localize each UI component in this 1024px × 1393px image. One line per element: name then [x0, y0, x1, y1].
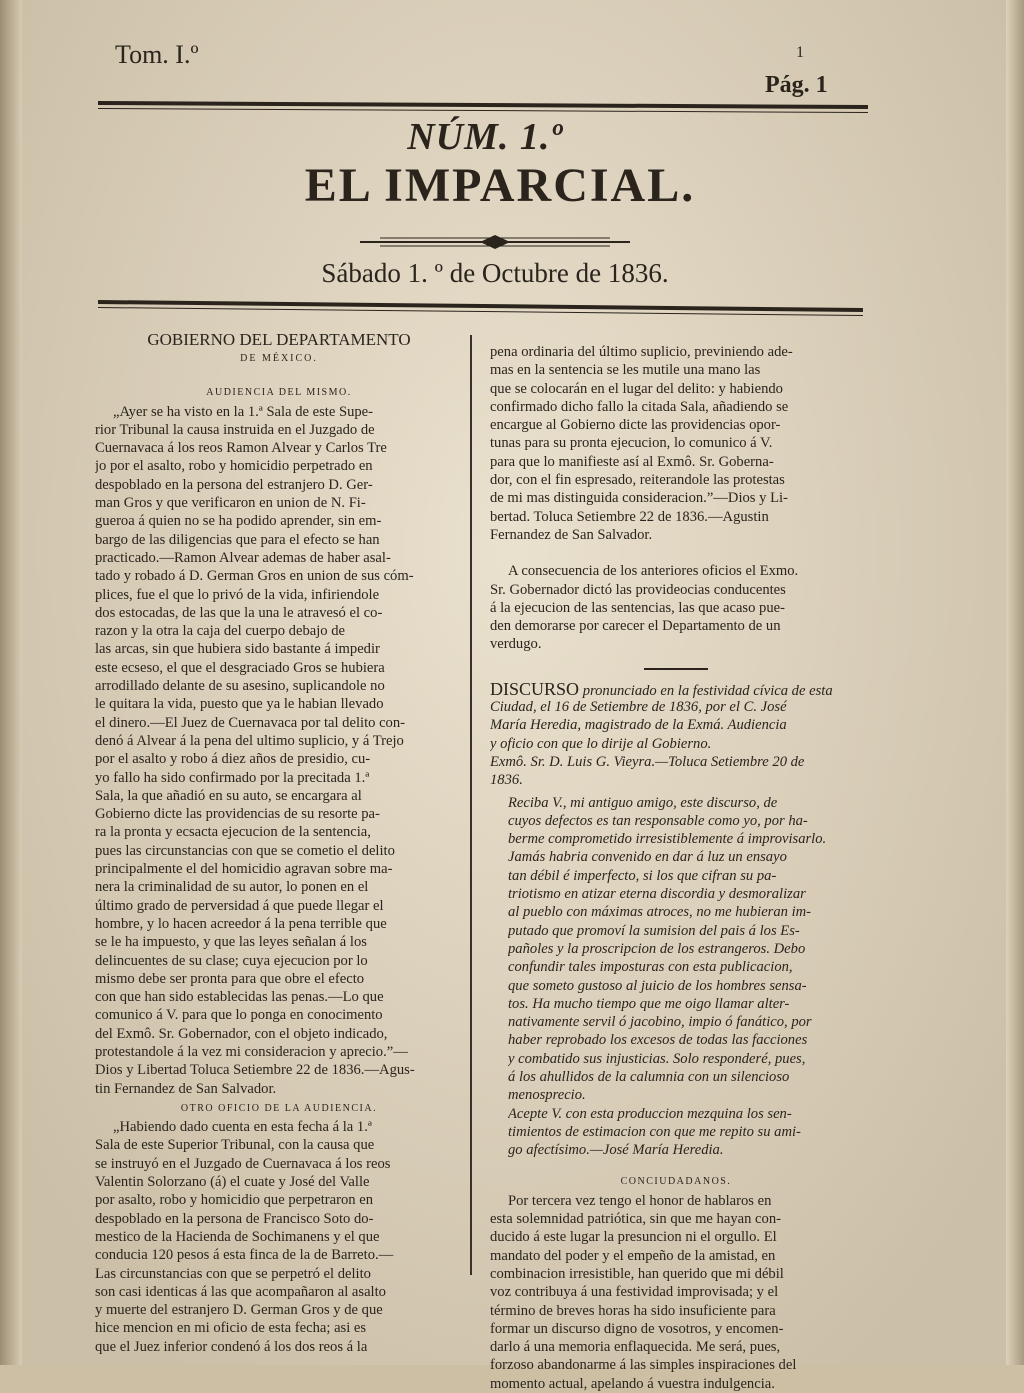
discurso-intro: [490, 698, 862, 789]
text-line: man Gros y que verificaron en union de N. Fi-: [95, 495, 366, 512]
text-line: jo por el asalto, robo y homicidio perpetrado en: [95, 458, 373, 475]
text-line: berme comprometido irresistiblemente á improvisarlo.: [508, 831, 827, 848]
text-line: tos. Ha mucho tiempo que me oigo llamar alter-: [508, 995, 790, 1012]
text-line: pues las circunstancias con que se cometio el delito: [95, 842, 395, 859]
text-line: á la ejecucion de las sentencias, las que acaso pue-: [490, 599, 785, 616]
text-line: Acepte V. con esta produccion mezquina los sen-: [508, 1105, 792, 1122]
text-line: despoblado en la persona del estranjero D. Ger-: [95, 476, 373, 493]
text-line: formar un discurso digno de vosotros, y encomen-: [490, 1320, 784, 1337]
text-line: tunas para su pronta ejecucion, lo comunico á V.: [490, 435, 773, 452]
text-line: bertad. Toluca Setiembre 22 de 1836.—Agustin: [490, 508, 769, 525]
right-column: [490, 343, 862, 1393]
text-line: go afectísimo.—José María Heredia.: [508, 1142, 724, 1159]
text-line: para que lo manifieste así al Exmô. Sr. Goberna-: [490, 453, 774, 470]
otro-oficio-title: OTRO OFICIO DE LA AUDIENCIA.: [180, 1102, 378, 1114]
text-line: arrodillado delante de su asesino, suplicandole no: [95, 678, 385, 695]
text-line: Por tercera vez tengo el honor de hablaros en: [508, 1192, 772, 1209]
text-line: el dinero.—El Juez de Cuernavaca por tal delito con-: [95, 714, 405, 731]
text-line: menosprecio.: [508, 1087, 586, 1104]
text-line: delincuentes de su clase; cuya ejecucion por lo: [95, 952, 368, 969]
text-line: por asalto, robo y homicidio que perpetraron en: [95, 1192, 374, 1209]
text-line: principalmente el del homicidio agravan sobre ma-: [95, 861, 393, 878]
text-line: confirmado dicho fallo la citada Sala, añadiendo se: [490, 398, 789, 415]
text-line: ra la pronta y ecsacta ejecucion de la sentencia,: [95, 824, 371, 841]
text-line: término de breves horas ha sido insuficiente para: [490, 1302, 776, 1319]
text-line: razon y la otra la caja del cuerpo debajo de: [95, 623, 345, 640]
text-line: se le ha impuesto, y que las leyes señalan á los: [95, 934, 367, 951]
text-line: este ecseso, el que el desgraciado Gros se hubiera: [95, 659, 385, 676]
text-line: pena ordinaria del último suplicio, previniendo ade-: [490, 344, 793, 360]
text-line: se instruyó en el Juzgado de Cuernavaca á los reos: [95, 1155, 391, 1172]
text-line: y combatido sus injusticias. Solo responderé, pues,: [508, 1050, 806, 1067]
heredia-letter: [490, 794, 862, 1160]
text-line: Cuernavaca á los reos Ramon Alvear y Carlos Tre: [95, 440, 387, 457]
text-line: que se colocarán en el lugar del delito: y habiendo: [490, 380, 783, 397]
text-line: al pueblo con máximas atroces, no me hubieran im-: [508, 904, 812, 921]
text-line: Sala de este Superior Tribunal, con la causa que: [95, 1137, 375, 1154]
issue-date: Sábado 1. º de Octubre de 1836.: [321, 258, 669, 288]
text-line: mestico de la Hacienda de Sochimanens y el que: [95, 1228, 380, 1245]
text-line: practicado.—Ramon Alvear ademas de haber asal-: [95, 549, 391, 566]
printer-mark: 1: [796, 44, 804, 61]
text-line: á los ahullidos de la calumnia con un silencioso: [508, 1068, 790, 1085]
text-line: putado que promoví la sumision del pais á los Es-: [508, 922, 800, 939]
text-line: Fernandez de San Salvador.: [490, 526, 653, 543]
text-line: que someto gustoso al juicio de los hombres sensa-: [508, 977, 807, 994]
text-line: cuyos defectos es tan responsable como yo, por ha-: [508, 812, 808, 829]
text-line: María Heredia, magistrado de la Exmá. Audiencia: [490, 717, 787, 734]
text-line: haber reprobado los excesos de todas las facciones: [508, 1032, 808, 1049]
text-line: yo fallo ha sido confirmado por la precitada 1.ª: [95, 769, 370, 786]
header-rule-thin: [98, 108, 868, 113]
text-line: las arcas, sin que hubiera sido bastante á impedir: [95, 641, 380, 658]
text-line: „Habiendo dado cuenta en esta fecha á la 1.ª: [113, 1119, 372, 1136]
issue-number: NÚM. 1.º: [407, 116, 563, 158]
conciudadanos-heading: CONCIUDADANOS.: [620, 1176, 732, 1188]
text-line: Ciudad, el 16 de Setiembre de 1836, por el C. José: [490, 699, 787, 716]
text-line: confundir tales imposturas con esta publicacion,: [508, 959, 793, 976]
text-line: „Ayer se ha visto en la 1.ª Sala de este Supe-: [113, 403, 374, 420]
text-line: momento actual, apelando á vuestra indulgencia.: [490, 1375, 775, 1392]
text-line: 1836.: [490, 772, 523, 789]
text-line: nera la criminalidad de su autor, lo ponen en el: [95, 879, 369, 896]
text-line: combinacion irresistible, han querido que mi débil: [490, 1265, 784, 1282]
text-line: Gobierno dicte las providencias de su resorte pa-: [95, 806, 380, 823]
oficio-continuation: [490, 343, 862, 544]
text-line: por el asalto y robo á diez años de presidio, cu-: [95, 751, 371, 768]
section-subheading: DE MÉXICO.: [240, 353, 318, 364]
masthead-title: EL IMPARCIAL.: [304, 159, 696, 212]
text-line: A consecuencia de los anteriores oficios el Exmo.: [508, 563, 799, 580]
text-line: Valentin Solorzano (á) el cuate y José del Valle: [95, 1174, 370, 1191]
text-line: tan débil é imperfecto, si los que cifran su pa-: [508, 867, 777, 884]
text-line: timientos de estimacion con que me repito su ami-: [508, 1123, 801, 1140]
speech-text: [490, 1192, 862, 1393]
discurso-heading: [490, 680, 862, 698]
ornamental-divider: [360, 232, 630, 252]
text-line: Exmô. Sr. D. Luis G. Vieyra.—Toluca Setiembre 20 de: [490, 753, 805, 770]
text-line: den demorarse por carecer el Departamento de un: [490, 618, 781, 635]
text-line: conducia 120 pesos á esta finca de la de Barreto.—: [95, 1247, 394, 1264]
text-line: gueroa á quien no se ha podido aprender, sin em-: [95, 513, 382, 530]
text-line: Las circunstancias con que se perpetró el delito: [95, 1265, 371, 1282]
column-divider: [470, 335, 472, 1275]
text-line: darlo á una memoria enflaquecida. Me será, pues,: [490, 1339, 781, 1356]
text-line: ducido á este lugar la presuncion ni el orgullo. El: [490, 1229, 777, 1246]
otro-oficio-text: [95, 1118, 463, 1356]
text-line: Sr. Gobernador dictó las provideocias conducentes: [490, 581, 786, 598]
text-line: dos estocadas, de las que la una le atravesó el co-: [95, 604, 383, 621]
section-dash: [644, 668, 708, 670]
text-line: mismo debe ser pronta para que obre el efecto: [95, 970, 365, 987]
text-line: tado y robado á D. German Gros en union de sus cóm-: [95, 568, 414, 585]
audiencia-title: AUDIENCIA DEL MISMO.: [206, 387, 352, 399]
text-line: son casi identicas á las que acompañaron al asalto: [95, 1283, 386, 1300]
text-line: y muerte del estranjero D. German Gros y de que: [95, 1302, 383, 1319]
text-line: del Exmô. Sr. Gobernador, con el objeto indicado,: [95, 1025, 388, 1042]
section-heading: GOBIERNO DEL DEPARTAMENTO: [147, 330, 411, 349]
text-line: verdugo.: [490, 636, 542, 653]
text-line: hombre, y lo hacen acreedor á la pena terrible que: [95, 915, 387, 932]
text-line: nativamente servil ó jacobino, impio ó fanático, por: [508, 1014, 812, 1031]
text-line: con que han sido establecidas las penas.—Lo que: [95, 989, 384, 1006]
text-line: forzoso abandonarme á las simples inspiraciones del: [490, 1357, 797, 1374]
verdugo-notice: [490, 562, 862, 653]
text-line: le quitara la vida, puesto que ya le habian llevado: [95, 696, 384, 713]
discurso-word: DISCURSO: [490, 679, 580, 699]
page-number: Pág. 1: [765, 72, 828, 98]
text-line: dor, con el fin espresado, reiterandole las protestas: [490, 472, 785, 489]
text-line: pañoles y la proscripcion de los estrangeros. Debo: [508, 940, 806, 957]
page-edge-right: [1006, 0, 1024, 1365]
text-line: y oficio con que lo dirije al Gobierno.: [490, 735, 712, 752]
volume-label: Tom. I.º: [115, 40, 199, 69]
text-line: hice mencion en mi oficio de esta fecha; asi es: [95, 1320, 367, 1337]
text-line: despoblado en la persona de Francisco Soto do-: [95, 1210, 374, 1227]
text-line: Reciba V., mi antiguo amigo, este discurso, de: [508, 794, 778, 811]
discurso-first-line: pronunciado en la festividad cívica de esta: [582, 682, 833, 699]
text-line: mandato del poder y el empeño de la amistad, en: [490, 1247, 776, 1264]
text-line: triotismo en atizar eterna discordia y desmoralizar: [508, 886, 806, 903]
text-line: protestandole á la vez mi consideracion y aprecio.”—: [95, 1043, 408, 1060]
page-edge-left: [0, 0, 22, 1365]
text-line: tin Fernandez de San Salvador.: [95, 1080, 277, 1097]
text-line: plices, fue el que lo privó de la vida, infiriendole: [95, 586, 380, 603]
text-line: esta solemnidad patriótica, sin que me hayan con-: [490, 1211, 781, 1228]
text-line: rior Tribunal la causa instruida en el Juzgado de: [95, 421, 375, 438]
text-line: mas en la sentencia se les mutile una mano las: [490, 362, 761, 379]
left-column: [95, 330, 463, 1356]
text-line: comunico á V. para que lo ponga en conocimento: [95, 1007, 383, 1024]
text-line: que el Juez inferior condenó á los dos reos á la: [95, 1338, 368, 1355]
text-line: Sala, la que añadió en su auto, se encargara al: [95, 787, 362, 804]
text-line: Dios y Libertad Toluca Setiembre 22 de 1836.—Agus-: [95, 1062, 415, 1079]
text-line: denó á Alvear á la pena del ultimo suplicio, y á Trejo: [95, 732, 404, 749]
text-line: Jamás habria convenido en dar á luz un ensayo: [508, 849, 787, 866]
text-line: voz contribuya á una festividad improvisada; y el: [490, 1284, 779, 1301]
audiencia-text: [95, 403, 463, 1098]
text-line: bargo de las diligencias que para el efecto se han: [95, 531, 380, 548]
text-line: de mi mas distinguida consideracion.”—Dios y Li-: [490, 490, 788, 507]
text-line: último grado de perversidad á que puede llegar el: [95, 897, 384, 914]
text-line: encargue al Gobierno dicte las providencias opor-: [490, 417, 781, 434]
